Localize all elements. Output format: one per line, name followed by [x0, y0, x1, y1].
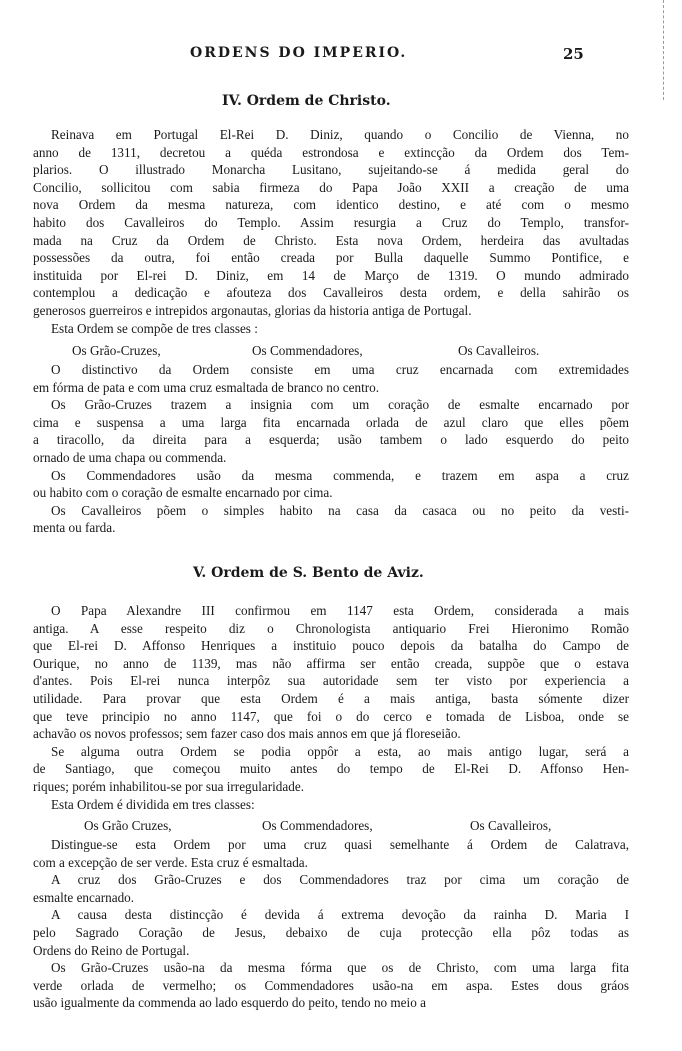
text-line: Distingue-se esta Ordem por uma cruz quasi semelhante á Ordem de Calatrava, — [51, 837, 629, 852]
text-line: Esta Ordem se compõe de tres classes : — [51, 320, 258, 336]
section-ordem-de-aviz-intro — [33, 602, 629, 813]
text-line: Reinava em Portugal El-Rei D. Diniz, quando o Concilio de Vienna, no — [51, 127, 629, 142]
text-line: riques; porém inhabilitou-se por sua irregularidade. — [33, 778, 304, 794]
text-line: O distinctivo da Ordem consiste em uma cruz encarnada com extremidades — [51, 362, 629, 377]
paragraph — [33, 906, 629, 959]
text-line: anno de 1311, decretou a quéda estrondosa e extincção da Ordem dos Tem- — [33, 144, 629, 160]
text-line: nova Ordem da mesma natureza, com identico destino, e até com o mesmo — [33, 197, 629, 213]
text-line: O Papa Alexandre III confirmou em 1147 esta Ordem, considerada a mais — [51, 603, 629, 618]
text-line: A cruz dos Grão-Cruzes e dos Commendadores traz por cima um coração de — [51, 872, 629, 888]
text-line: possessões da outra, foi então creada por Bulla daquelle Summo Pontifice, e — [33, 250, 629, 266]
text-line: Os Cavalleiros põem o simples habito na casa da casaca ou no peito da vesti- — [51, 502, 629, 518]
text-line: habito dos Cavalleiros do Templo. Assim resurgia a Cruz do Templo, transfor- — [33, 214, 629, 230]
text-line: esmalte encarnado. — [33, 889, 135, 905]
paragraph — [33, 126, 629, 320]
section-ordem-de-christo-intro — [33, 126, 629, 337]
text-line: ornado de uma chapa ou commenda. — [33, 449, 227, 465]
text-line: de Santiago, que começou muito antes do tempo de El-Rei D. Affonso Hen- — [33, 761, 629, 777]
text-line: d'antes. Pois El-rei nunca interpôz sua autoridade sem ter visto por experiencia a — [33, 673, 629, 689]
section-ordem-de-christo-body — [33, 361, 629, 537]
text-line: contemplou a dedicação e afouteza dos Cavalleiros desta ordem, e della sahirão os — [33, 285, 629, 301]
class-item: Os Grão Cruzes, — [84, 818, 172, 833]
text-line: utilidade. Para provar que esta Ordem é a mais antiga, basta sómente dizer — [33, 690, 629, 706]
paragraph — [33, 361, 629, 396]
class-item: Os Grão-Cruzes, — [72, 343, 161, 358]
text-line: em fórma de pata e com uma cruz esmaltada de branco no centro. — [33, 379, 380, 395]
text-line: cima e suspensa a uma larga fita encarnada orlada de azul claro que elles põem — [33, 414, 629, 430]
text-line: ou habito com o coração de esmalte encarnado por cima. — [33, 485, 333, 501]
section-title-ordem-de-aviz: V. Ordem de S. Bento de Aviz. — [193, 565, 424, 581]
class-item: Os Cavalleiros. — [458, 343, 540, 358]
text-line: usão igualmente da commenda ao lado esquerdo do peito, tendo no meio a — [33, 995, 426, 1011]
paragraph — [33, 602, 629, 743]
text-line: Os Grão-Cruzes usão-na da mesma fórma que os de Christo, com uma larga fita — [51, 960, 629, 976]
section-ordem-de-aviz-body — [33, 836, 629, 1012]
text-line: plarios. O illustrado Monarcha Lusitano, sujeitando-se á medida geral do — [33, 162, 629, 178]
paragraph — [33, 320, 629, 338]
text-line: menta ou farda. — [33, 520, 116, 536]
section-title-ordem-de-christo: IV. Ordem de Christo. — [222, 93, 391, 109]
paragraph — [33, 743, 629, 796]
text-line: que teve principio no anno 1147, que foi o do cerco e tomada de Lisboa, onde se — [33, 708, 629, 724]
text-line: com a excepção de ser verde. Esta cruz é esmaltada. — [33, 854, 308, 870]
text-line: antiga. A esse respeito diz o Chronologista antiquario Frei Hieronimo Romão — [33, 620, 629, 636]
class-item: Os Commendadores, — [252, 343, 363, 358]
text-line: a tiracollo, da direita para a esquerda; usão tambem o lado esquerdo do peito — [33, 432, 629, 448]
text-line: mada na Cruz da Ordem de Christo. Esta nova Ordem, herdeira das avultadas — [33, 232, 629, 248]
class-item: Os Cavalleiros, — [470, 818, 552, 833]
page-number: 25 — [563, 45, 584, 63]
text-line: que El-rei D. Affonso Henriques a instituio pouco depois da batalha do Campo de — [33, 638, 629, 654]
text-line: Ourique, no anno de 1139, mas não affirma ser então creada, suppõe que o estava — [33, 655, 629, 671]
paragraph — [33, 836, 629, 871]
text-line: Se alguma outra Ordem se podia oppôr a esta, ao mais antigo lugar, será a — [51, 743, 629, 759]
paragraph — [33, 871, 629, 906]
text-line: verde orlada de vermelho; os Commendadores usão-na em aspa. Estes dous gráos — [33, 977, 629, 993]
text-line: generosos guerreiros e intrepidos argonautas, glorias da historia antiga de Portugal. — [33, 302, 472, 318]
page-edge-line — [663, 0, 664, 100]
text-line: Os Commendadores usão da mesma commenda, e trazem em aspa a cruz — [51, 467, 629, 483]
text-line: Esta Ordem é dividida em tres classes: — [51, 796, 255, 812]
class-item: Os Commendadores, — [262, 818, 373, 833]
text-line: Ordens do Reino de Portugal. — [33, 942, 190, 958]
text-line: A causa desta distincção é devida á extrema devoção da rainha D. Maria I — [51, 907, 629, 923]
paragraph — [33, 502, 629, 537]
text-line: instituida por El-rei D. Diniz, em 14 de Março de 1319. O mundo admirado — [33, 267, 629, 283]
text-line: Concilio, sollicitou com sabia firmeza do Papa João XXII a creação de uma — [33, 179, 629, 195]
paragraph — [33, 467, 629, 502]
running-title: ORDENS DO IMPERIO. — [190, 45, 408, 61]
text-line: Os Grão-Cruzes trazem a insignia com um coração de esmalte encarnado por — [51, 397, 629, 413]
paragraph — [33, 396, 629, 466]
text-line: pelo Sagrado Coração de Jesus, debaixo de cuja protecção ella pôz todas as — [33, 924, 629, 940]
paragraph — [33, 796, 629, 814]
paragraph — [33, 959, 629, 1012]
text-line: achavão os novos professos; sem fazer caso dos mais annos em que já floreseião. — [33, 726, 461, 742]
